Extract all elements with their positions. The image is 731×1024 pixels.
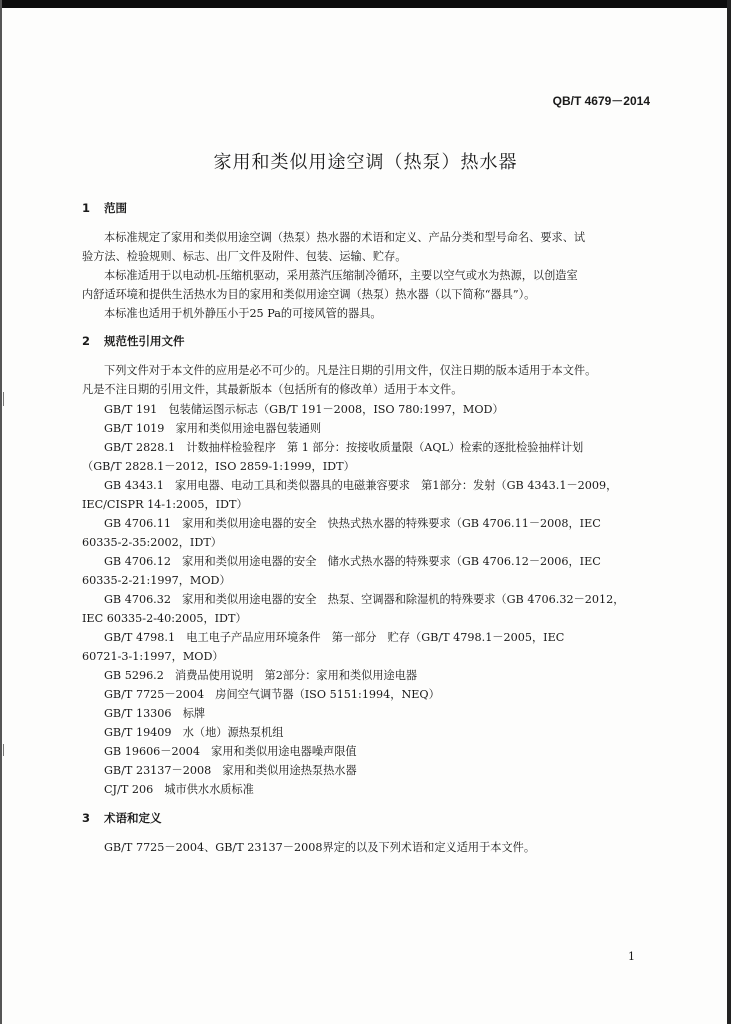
- scope-paragraph-line: 验方法、检验规则、标志、出厂文件及附件、包装、运输、贮存。: [82, 250, 407, 263]
- page-number: 1: [628, 950, 635, 963]
- reference-line: GB/T 191 包装储运图示标志（GB/T 191－2008，ISO 780:1997，MOD）: [104, 403, 504, 416]
- scope-paragraph-line: 本标准也适用于机外静压小于25 Pa的可接风管的器具。: [104, 307, 382, 320]
- reference-line: GB/T 7725－2004 房间空气调节器（ISO 5151:1994，NEQ）: [104, 688, 440, 701]
- section-title: 术语和定义: [104, 811, 162, 825]
- reference-line: GB/T 23137－2008 家用和类似用途热泵热水器: [104, 764, 357, 777]
- section-heading-terms: [82, 810, 162, 826]
- reference-line: GB 4706.32 家用和类似用途电器的安全 热泵、空调器和除湿机的特殊要求（GB 4706.32－2012，: [104, 593, 625, 606]
- reference-line: 60721-3-1:1997，MOD）: [82, 650, 224, 663]
- reference-line: （GB/T 2828.1－2012，ISO 2859-1:1999，IDT）: [82, 460, 355, 473]
- scan-border-top: [0, 0, 731, 8]
- normative-intro-line: 凡是不注日期的引用文件，其最新版本（包括所有的修改单）适用于本文件。: [82, 383, 463, 396]
- reference-line: IEC 60335-2-40:2005，IDT）: [82, 612, 247, 625]
- reference-line: 60335-2-21:1997，MOD）: [82, 574, 231, 587]
- section-heading-normative-references: [82, 333, 185, 349]
- reference-line: GB/T 19409 水（地）源热泵机组: [104, 726, 284, 739]
- scope-paragraph-line: 本标准规定了家用和类似用途空调（热泵）热水器的术语和定义、产品分类和型号命名、要求、试: [104, 231, 586, 244]
- reference-line: GB 5296.2 消费品使用说明 第2部分：家用和类似用途电器: [104, 669, 418, 682]
- reference-line: GB 4343.1 家用电器、电动工具和类似器具的电磁兼容要求 第1部分：发射（GB 4343.1－2009，: [104, 479, 618, 492]
- scope-paragraph-line: 本标准适用于以电动机-压缩机驱动，采用蒸汽压缩制冷循环，主要以空气或水为热源，以创造室: [104, 269, 578, 282]
- reference-line: GB/T 1019 家用和类似用途电器包装通则: [104, 422, 322, 435]
- section-number: 2: [82, 334, 91, 348]
- reference-line: GB 4706.11 家用和类似用途电器的安全 快热式热水器的特殊要求（GB 4706.11－2008，IEC: [104, 517, 601, 530]
- reference-line: GB/T 4798.1 电工电子产品应用环境条件 第一部分 贮存（GB/T 4798.1－2005，IEC: [104, 631, 565, 644]
- section-heading-scope: [82, 200, 127, 216]
- section-number: 3: [82, 811, 91, 825]
- reference-line: 60335-2-35:2002，IDT）: [82, 536, 222, 549]
- reference-line: GB 19606－2004 家用和类似用途电器噪声限值: [104, 745, 357, 758]
- section-title: 规范性引用文件: [104, 334, 185, 348]
- reference-line: IEC/CISPR 14-1:2005，IDT）: [82, 498, 248, 511]
- terms-intro: GB/T 7725－2004、GB/T 23137－2008界定的以及下列术语和定义适用于本文件。: [104, 841, 536, 854]
- reference-line: GB/T 13306 标牌: [104, 707, 206, 720]
- normative-intro-line: 下列文件对于本文件的应用是必不可少的。凡是注日期的引用文件，仅注日期的版本适用于本文件。: [104, 364, 597, 377]
- reference-line: GB 4706.12 家用和类似用途电器的安全 储水式热水器的特殊要求（GB 4706.12－2006，IEC: [104, 555, 601, 568]
- section-title: 范围: [104, 201, 127, 215]
- scope-paragraph-line: 内舒适环境和提供生活热水为目的家用和类似用途空调（热泵）热水器（以下简称“器具”）。: [82, 288, 536, 301]
- standard-number: QB/T 4679－2014: [552, 94, 650, 108]
- reference-line: GB/T 2828.1 计数抽样检验程序 第 1 部分：按接收质量限（AQL）检索的逐批检验抽样计划: [104, 441, 584, 454]
- section-number: 1: [82, 201, 91, 215]
- scan-margin-mark: [3, 744, 4, 756]
- reference-line: CJ/T 206 城市供水水质标准: [104, 783, 254, 796]
- scan-margin-mark: [3, 392, 4, 406]
- document-title: 家用和类似用途空调（热泵）热水器: [213, 152, 518, 173]
